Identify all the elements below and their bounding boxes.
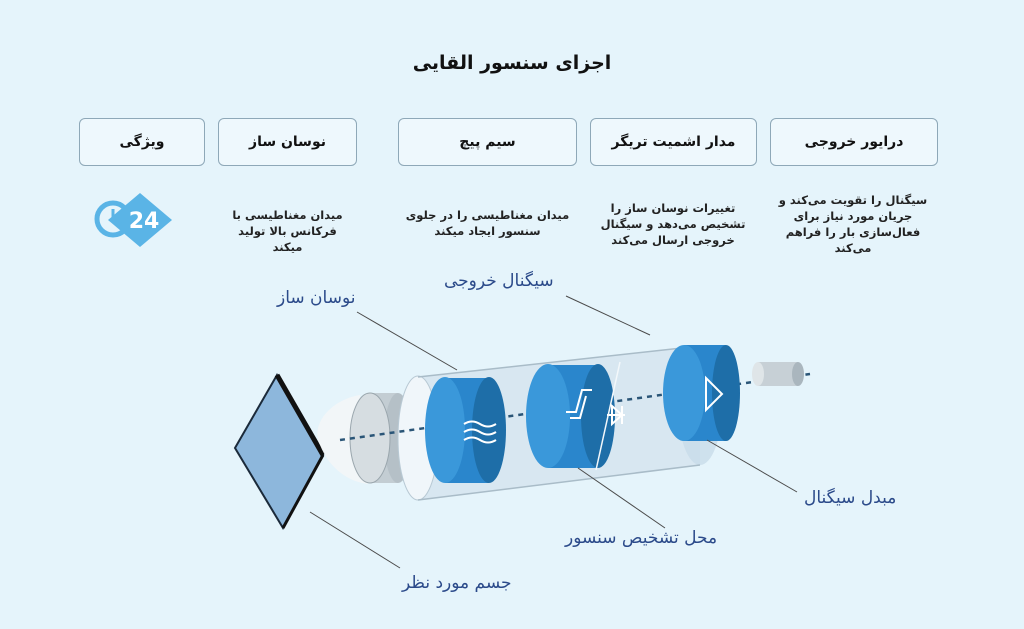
label-oscillator: نوسان ساز [277, 288, 356, 308]
logo-text: 24 [128, 209, 160, 234]
header-feature: ویژگی [79, 118, 205, 166]
desc-coil: میدان مغناطیسی را در جلوی سنسور ایجاد میکند [405, 208, 570, 238]
driver-disc [663, 345, 740, 441]
label-sensing-area: محل تشخیص سنسور [565, 528, 718, 548]
output-connector [752, 362, 804, 386]
coil-disc [425, 377, 506, 483]
header-coil: سیم پیچ [398, 118, 577, 166]
label-signal-converter: مبدل سیگنال [804, 488, 897, 508]
header-trigger: مدار اشمیت تریگر [590, 118, 757, 166]
label-output-signal: سیگنال خروجی [444, 271, 554, 291]
page-title: اجزای سنسور القایی [412, 52, 612, 74]
desc-oscillator: میدان مغناطیسی با فرکانس بالا تولید میکند [232, 208, 343, 254]
label-target-object: جسم مورد نظر [402, 573, 512, 593]
desc-trigger: تغییرات نوسان ساز را تشخیص می‌دهد و سیگنال خروجی ارسال می‌کند [600, 201, 746, 247]
header-driver: درایور خروجی [770, 118, 938, 166]
clock-24-icon [97, 193, 172, 247]
target-plate [235, 375, 323, 528]
desc-driver: سیگنال را تقویت می‌کند و جریان مورد نیاز برای فعال‌سازی بار را فراهم می‌کند [778, 193, 928, 255]
header-oscillator: نوسان ساز [218, 118, 357, 166]
